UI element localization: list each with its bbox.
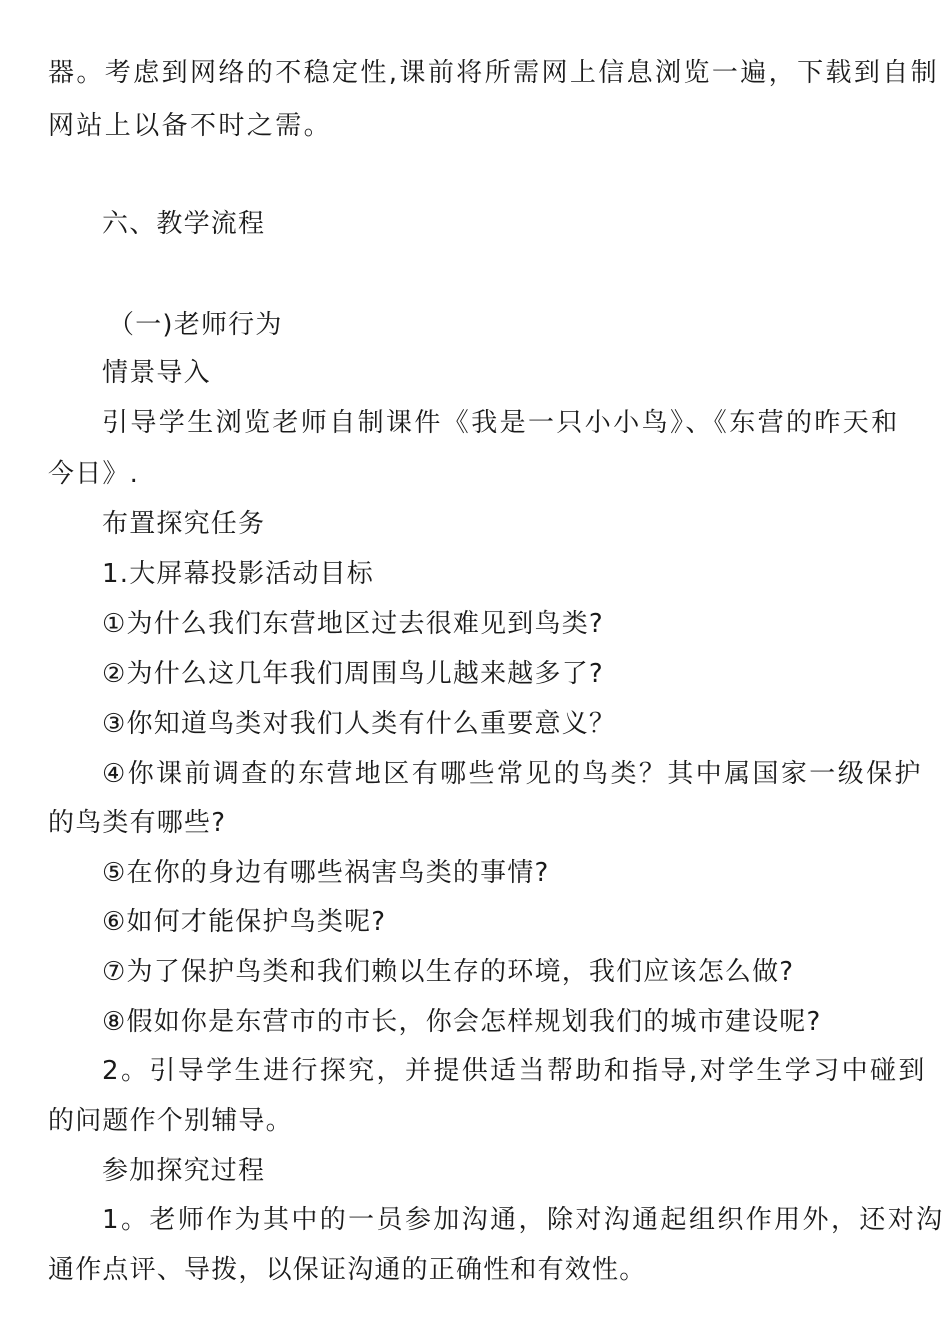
question-item: ③你知道鸟类对我们人类有什么重要意义？ [102,709,617,739]
subheading-task: 布置探究任务 [102,509,266,539]
question-item: ⑦为了保护鸟类和我们赖以生存的环境，我们应该怎么做? [102,957,795,987]
paragraph-line: 今日》. [48,459,140,489]
list-item: 1.大屏幕投影活动目标 [102,559,375,589]
paragraph-line: 器。考虑到网络的不稳定性,课前将所需网上信息浏览一遍，下载到自制 [48,58,940,88]
question-item: ⑤在你的身边有哪些祸害鸟类的事情? [102,858,550,888]
list-item: 2。引导学生进行探究，并提供适当帮助和指导,对学生学习中碰到 [102,1056,927,1086]
question-item: ⑧假如你是东营市的市长，你会怎样规划我们的城市建设呢? [102,1007,822,1037]
question-item: ②为什么这几年我们周围鸟儿越来越多了? [102,659,604,689]
list-item-continued: 通作点评、导拨，以保证沟通的正确性和有效性。 [48,1255,647,1285]
paragraph-line: 网站上以备不时之需。 [48,111,333,141]
question-item-continued: 的鸟类有哪些? [48,808,227,838]
question-item: ①为什么我们东营地区过去很难见到鸟类? [102,609,604,639]
section-heading: 六、教学流程 [102,209,266,239]
subsection-heading: （一)老师行为 [108,310,283,340]
question-item: ④你课前调查的东营地区有哪些常见的鸟类？其中属国家一级保护 [102,759,923,789]
list-item-continued: 的问题作个别辅导。 [48,1106,293,1136]
subheading-intro: 情景导入 [102,358,211,388]
subheading-join: 参加探究过程 [102,1156,266,1186]
question-item: ⑥如何才能保护鸟类呢? [102,907,387,937]
list-item: 1。老师作为其中的一员参加沟通，除对沟通起组织作用外，还对沟 [102,1205,945,1235]
paragraph-line: 引导学生浏览老师自制课件《我是一只小小鸟》、《东营的昨天和 [102,408,900,438]
